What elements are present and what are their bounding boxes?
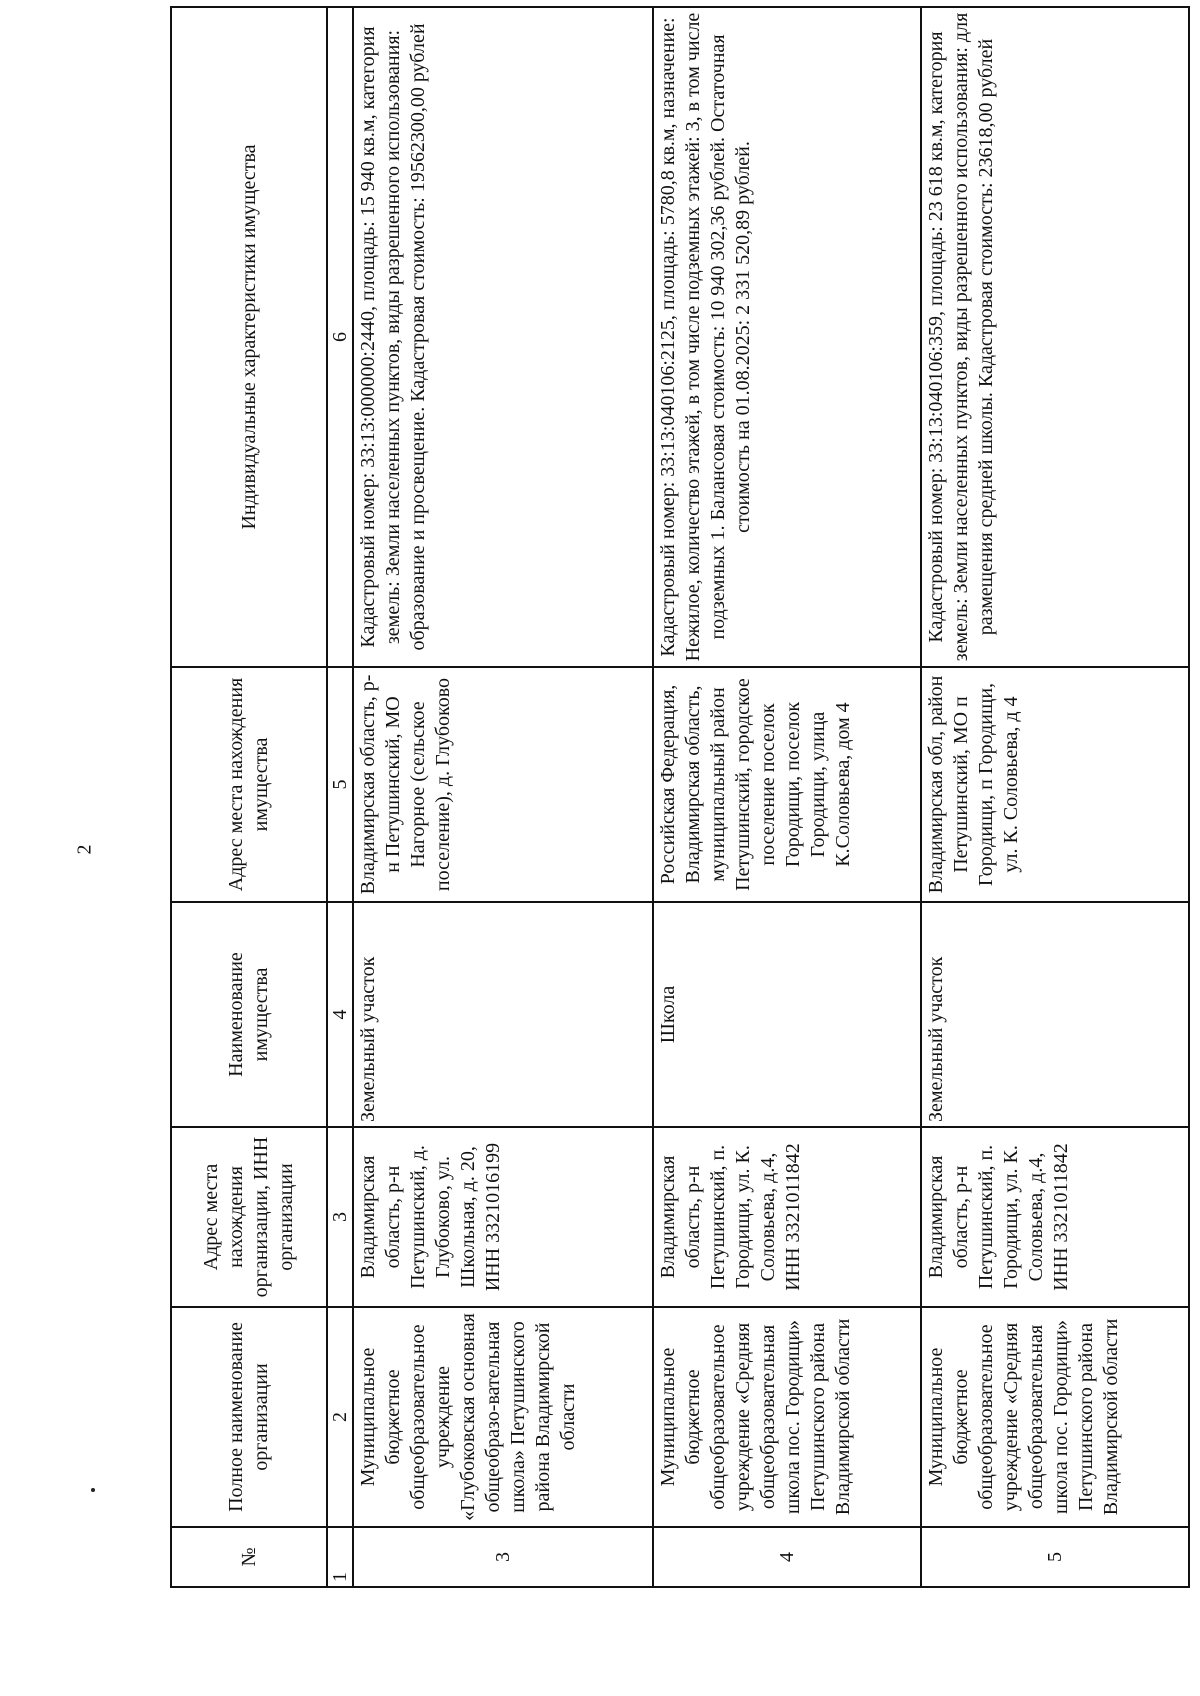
column-number: 3 <box>327 1127 353 1307</box>
org-address-cell: Владимирская область, р-н Петушинский, п. Городищи, ул. К. Соловьева, д.4, ИНН 3321011842 <box>921 1127 1189 1307</box>
column-number: 4 <box>327 902 353 1127</box>
column-number: 6 <box>327 7 353 667</box>
org-name-cell: Муниципальное бюджетное общеобразовательное учреждение «Средняя общеобразовательная школа пос. Городищи» Петушинского района Владимирской области <box>921 1307 1189 1527</box>
org-name-cell: Муниципальное бюджетное общеобразовательное учреждение «Глубоковская основная общеобразо-вательная школа» Петушинского района Владимирской области <box>353 1307 653 1527</box>
header-number: № <box>171 1527 327 1587</box>
property-address-cell: Российская Федерация, Владимирская область, муниципальный район Петушинский, городское поселение поселок Городищи, поселок Городищи, улица К.Соловьева, дом 4 <box>653 667 921 902</box>
header-org-name: Полное наименование организации <box>171 1307 327 1527</box>
property-address-cell: Владимирская обл, район Петушинский, МО п Городищи, п Городищи, ул. К. Соловьева, д 4 <box>921 667 1189 902</box>
header-property-name: Наименование имущества <box>171 902 327 1127</box>
characteristics-cell: Кадастровый номер: 33:13:000000:2440, площадь: 15 940 кв.м, категория земель: Земли населенных пунктов, виды разрешенного использования: образование и просвещение. Кадастровая стоимость: 19562300,00 рублей <box>353 7 653 667</box>
property-table <box>170 6 1190 1588</box>
table-header-row <box>171 7 327 1587</box>
rotated-table-container <box>170 8 1190 1588</box>
header-property-address: Адрес места нахождения имущества <box>171 667 327 902</box>
column-number-row <box>327 7 353 1587</box>
page-number: 2 <box>73 844 96 855</box>
header-characteristics: Индивидуальные характеристики имущества <box>171 7 327 667</box>
column-number: 2 <box>327 1307 353 1527</box>
characteristics-cell: Кадастровый номер: 33:13:040106:359, площадь: 23 618 кв.м, категория земель: Земли населенных пунктов, виды разрешенного использования: для размещения средней школы. Кадастровая стоимость: 23618,00 рублей <box>921 7 1189 667</box>
table-row <box>921 7 1189 1587</box>
org-address-cell: Владимирская область, р-н Петушинский, п. Городищи, ул. К. Соловьева, д.4, ИНН 3321011842 <box>653 1127 921 1307</box>
column-number: 5 <box>327 667 353 902</box>
table-row <box>353 7 653 1587</box>
table-row <box>653 7 921 1587</box>
org-address-cell: Владимирская область, р-н Петушинский, д. Глубоково, ул. Школьная, д. 20, ИНН 3321016199 <box>353 1127 653 1307</box>
scan-dot <box>91 1488 95 1492</box>
property-name-cell: Земельный участок <box>921 902 1189 1127</box>
property-address-cell: Владимирская область, р-н Петушинский, МО Нагорное (сельское поселение), д. Глубоково <box>353 667 653 902</box>
header-org-address: Адрес места нахождения организации, ИНН организации <box>171 1127 327 1307</box>
column-number: 1 <box>327 1527 353 1587</box>
row-number: 4 <box>653 1527 921 1587</box>
row-number: 3 <box>353 1527 653 1587</box>
property-name-cell: Земельный участок <box>353 902 653 1127</box>
characteristics-cell: Кадастровый номер: 33:13:040106:2125, площадь: 5780,8 кв.м, назначение: Нежилое, количество этажей, в том числе подземных этажей: 3, в том числе подземных 1. Балансовая стоимость: 10 940 302,36 рублей. Остаточная стоимость на 01.08.2025: 2 331 520,89 рублей. <box>653 7 921 667</box>
row-number: 5 <box>921 1527 1189 1587</box>
property-name-cell: Школа <box>653 902 921 1127</box>
org-name-cell: Муниципальное бюджетное общеобразовательное учреждение «Средняя общеобразовательная школа пос. Городищи» Петушинского района Владимирской области <box>653 1307 921 1527</box>
